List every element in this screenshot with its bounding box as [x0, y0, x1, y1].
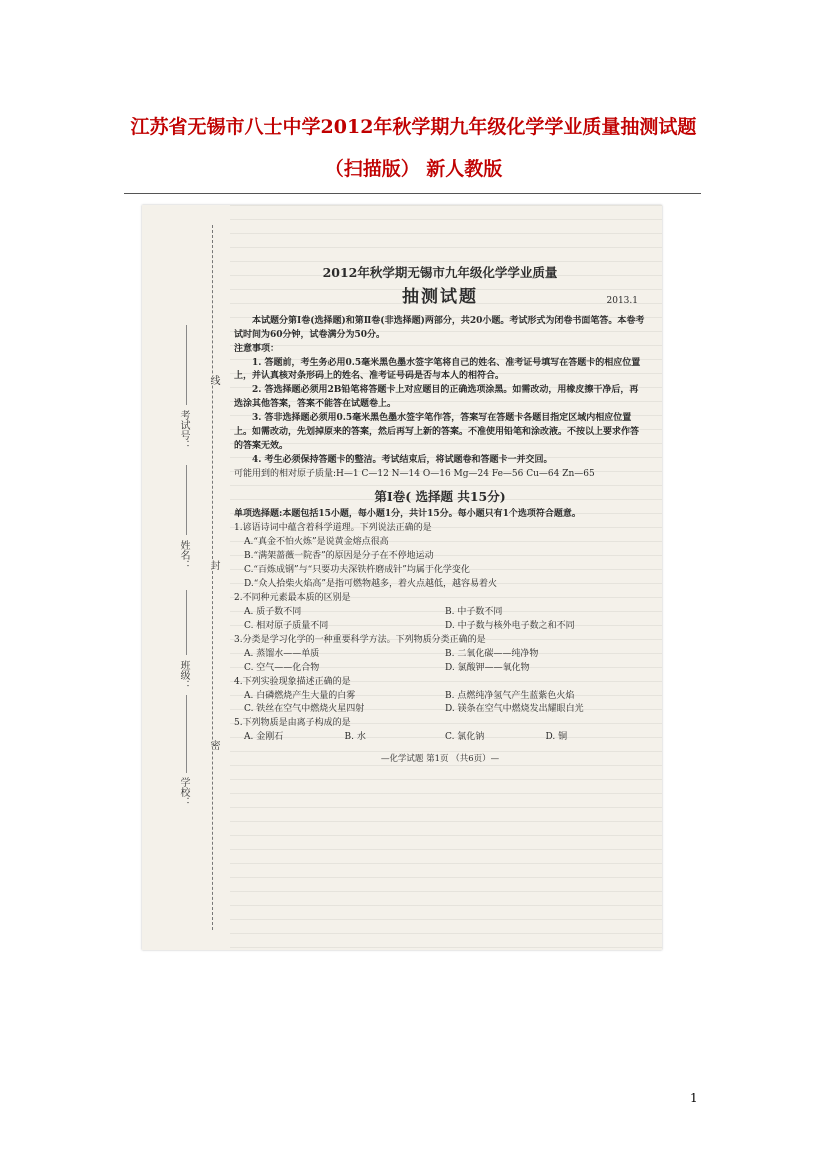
exam-subtitle: 抽测试题	[402, 287, 478, 308]
q3-option-b: B. 二氧化碳——纯净物	[445, 648, 539, 659]
exam-number-blank	[186, 325, 187, 405]
label-school: 学校：	[178, 777, 189, 807]
exam-page-footer: —化学试题 第1页 （共6页）—	[380, 754, 500, 765]
exam-subtitle-row	[234, 284, 646, 310]
q2-option-a: A. 质子数不同	[244, 606, 302, 617]
question-4-options	[234, 690, 646, 718]
note-2: 2. 答选择题必须用2B铅笔将答题卡上对应题目的正确选项涂黑。如需改动，用橡皮擦干净后，再选涂其他答案，答案不能答在试题卷上。	[234, 385, 639, 410]
question-2-options	[234, 606, 646, 634]
school-blank	[186, 695, 187, 773]
q2-option-d: D. 中子数与核外电子数之和不同	[445, 620, 575, 631]
label-class: 班级：	[178, 660, 189, 690]
question-1-stem: 1.谚语诗词中蕴含着科学道理。下列说法正确的是	[234, 523, 432, 534]
name-blank	[186, 465, 187, 535]
q5-option-c: C. 氯化钠	[445, 732, 485, 743]
q1-option-c: C.“百炼成钢”与“只要功夫深铁杵磨成针”均属于化学变化	[244, 565, 470, 576]
document-title-line-1: 江苏省无锡市八士中学2012年秋学期九年级化学学业质量抽测试题	[130, 116, 697, 138]
seal-char-mi: 密	[208, 740, 219, 750]
binding-margin	[142, 205, 222, 950]
question-5-stem: 5.下列物质是由离子构成的是	[234, 718, 351, 729]
question-1-options	[234, 536, 646, 592]
question-5-options	[234, 731, 646, 745]
seal-char-feng: 封	[208, 560, 219, 570]
seal-dashed-line	[212, 225, 213, 930]
page-number: 1	[690, 1091, 698, 1105]
exam-content	[234, 263, 646, 766]
question-4-stem: 4.下列实验现象描述正确的是	[234, 676, 351, 687]
q1-option-a: A.“真金不怕火炼”是说黄金熔点很高	[244, 537, 389, 548]
label-exam-number: 考试号：	[178, 410, 189, 450]
q4-option-b: B. 点燃纯净氢气产生蓝紫色火焰	[445, 690, 575, 701]
q1-option-d: D.“众人拾柴火焰高”是指可燃物越多，着火点越低，越容易着火	[244, 579, 497, 590]
question-3-options	[234, 648, 646, 676]
document-title-line-2: （扫描版） 新人教版	[324, 158, 503, 180]
q5-option-b: B. 水	[344, 732, 366, 743]
q2-option-c: C. 相对原子质量不同	[244, 620, 329, 631]
exam-date: 2013.1	[606, 295, 638, 306]
q2-option-b: B. 中子数不同	[445, 606, 503, 617]
q3-option-d: D. 氯酸钾——氧化物	[445, 662, 530, 673]
notes-heading: 注意事项：	[234, 343, 280, 354]
q3-option-a: A. 蒸馏水——单质	[244, 648, 320, 659]
question-3-stem: 3.分类是学习化学的一种重要科学方法。下列物质分类正确的是	[234, 634, 486, 645]
note-3: 3. 答非选择题必须用0.5毫米黑色墨水签字笔作答，答案写在答题卡各题目指定区域内相应位置上。如需改动，先划掉原来的答案，然后再写上新的答案。不准使用铅笔和涂改液。不按以上要求作答的答案无效。	[234, 413, 640, 452]
seal-char-xian: 线	[208, 375, 219, 385]
scanned-exam-page	[142, 205, 662, 950]
q4-option-d: D. 镁条在空气中燃烧发出耀眼白光	[445, 704, 584, 715]
q5-option-d: D. 铜	[545, 732, 568, 743]
atomic-mass-list: 可能用到的相对原子质量:H—1 C—12 N—14 O—16 Mg—24 Fe—56 Cu—64 Zn—65	[234, 469, 595, 480]
q1-option-b: B.“满架蔷薇一院香”的原因是分子在不停地运动	[244, 551, 434, 562]
exam-intro: 本试题分第Ⅰ卷(选择题)和第Ⅱ卷(非选择题)两部分，共20小题。考试形式为闭卷书面笔答。本卷考试时间为60分钟，试卷满分为50分。	[234, 315, 645, 340]
section-instructions: 单项选择题:本题包括15小题，每小题1分，共计15分。每小题只有1个选项符合题意。	[234, 509, 581, 520]
title-divider	[124, 193, 701, 194]
exam-title: 2012年秋学期无锡市九年级化学学业质量	[322, 265, 558, 280]
note-1: 1. 答题前，考生务必用0.5毫米黑色墨水签字笔将自己的姓名、准考证号填写在答题卡的相应位置上，并认真核对条形码上的姓名、准考证号码是否与本人的相符合。	[234, 357, 641, 382]
note-4: 4. 考生必须保持答题卡的整洁。考试结束后，将试题卷和答题卡一并交回。	[252, 455, 553, 466]
q4-option-c: C. 铁丝在空气中燃烧火星四射	[244, 704, 365, 715]
question-2-stem: 2.不同种元素最本质的区别是	[234, 592, 351, 603]
q3-option-c: C. 空气——化合物	[244, 662, 320, 673]
class-blank	[186, 590, 187, 655]
q5-option-a: A. 金刚石	[244, 732, 284, 743]
q4-option-a: A. 白磷燃烧产生大量的白雾	[244, 690, 356, 701]
section-title: 第Ⅰ卷( 选择题 共15分)	[374, 488, 506, 504]
label-name: 姓名：	[178, 540, 189, 570]
